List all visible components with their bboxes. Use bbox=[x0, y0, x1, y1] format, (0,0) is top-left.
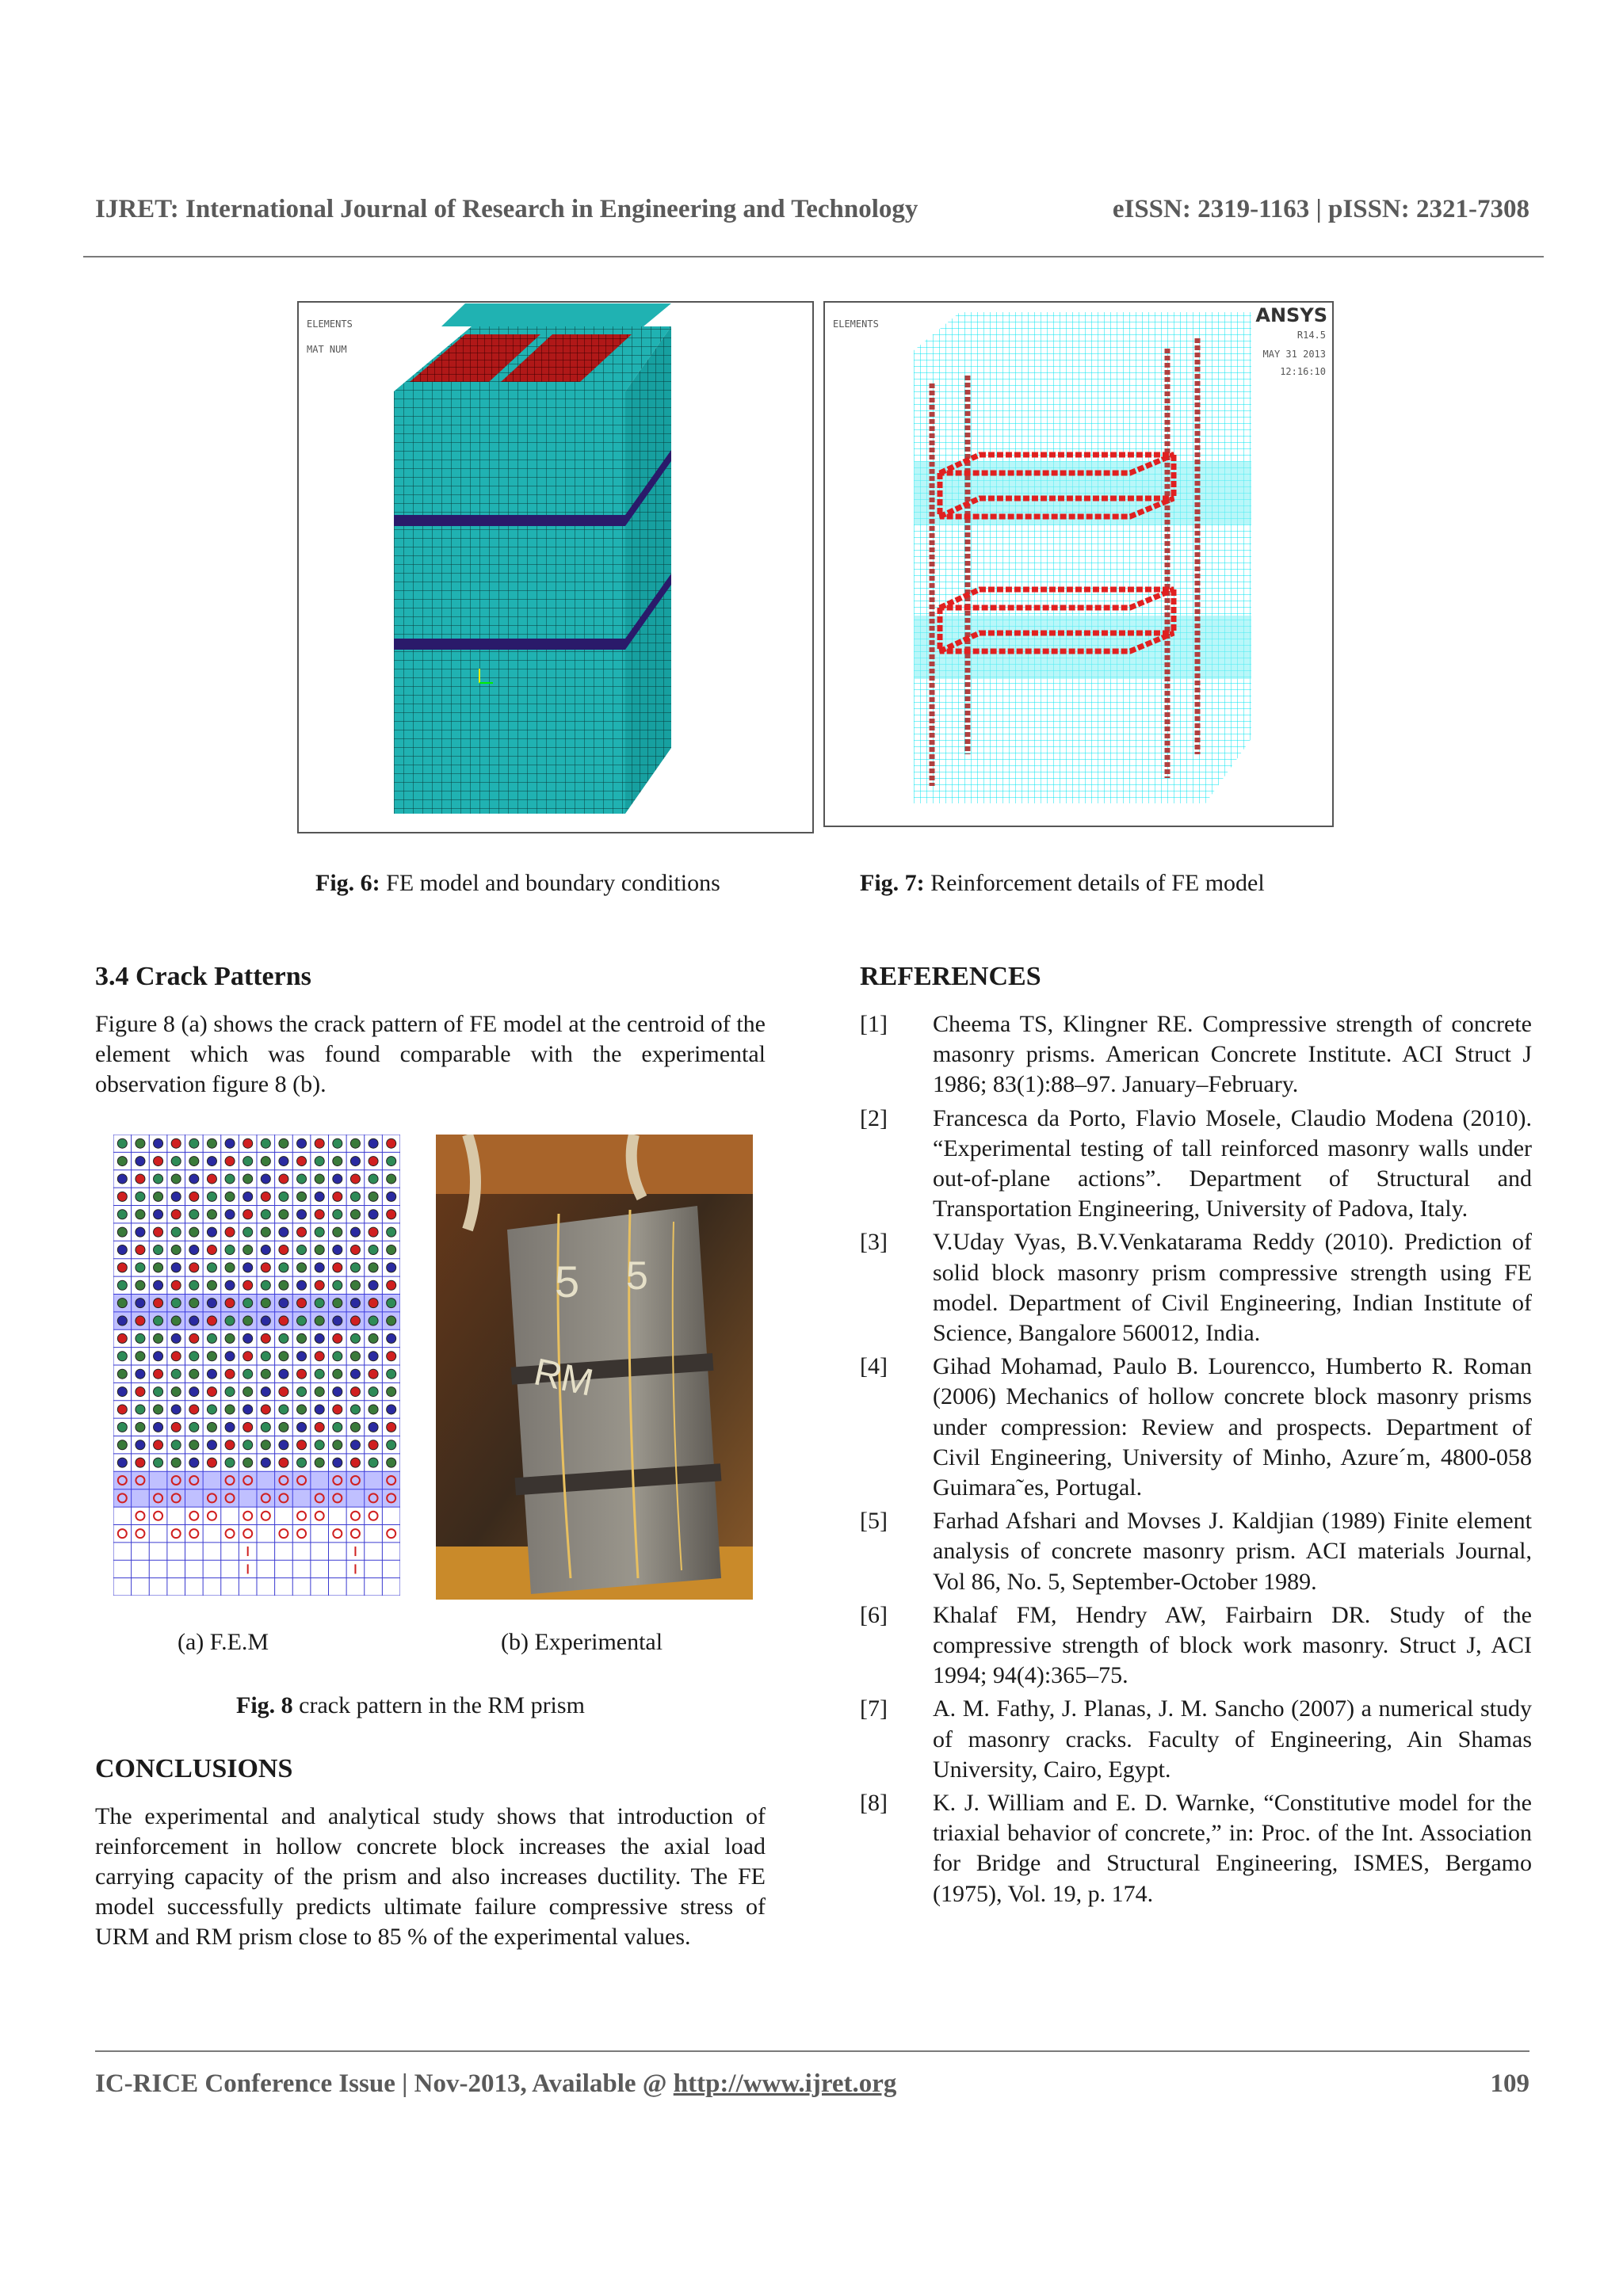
fig6-caption bbox=[315, 870, 720, 897]
running-header bbox=[95, 189, 1529, 236]
journal-url-link[interactable]: http://www.ijret.org bbox=[673, 2069, 897, 2098]
fem-crack-grid bbox=[113, 1135, 400, 1596]
reference-number: [8] bbox=[860, 1790, 888, 1817]
fig8-caption bbox=[236, 1692, 585, 1719]
photo-mark-2: 5 bbox=[626, 1253, 648, 1298]
reference-number: [4] bbox=[860, 1353, 888, 1380]
ansys-logo: ANSYS bbox=[1255, 304, 1327, 326]
reference-number: [6] bbox=[860, 1601, 888, 1628]
fig8a-fem-image bbox=[113, 1135, 400, 1596]
reference-number: [1] bbox=[860, 1011, 888, 1037]
fig8-subcaption-a: (a) F.E.M bbox=[178, 1629, 269, 1655]
crack-patterns-paragraph bbox=[95, 1009, 766, 1100]
reference-number: [3] bbox=[860, 1229, 888, 1256]
fig6-caption-label: Fig. 6: bbox=[315, 870, 380, 896]
footer-rule bbox=[95, 2050, 1529, 2052]
fig7-caption bbox=[860, 870, 1265, 897]
fig6-elements-label: ELEMENTS bbox=[307, 318, 353, 330]
fig8-caption-text: crack pattern in the RM prism bbox=[292, 1692, 585, 1718]
experimental-photo-drawing bbox=[436, 1135, 753, 1600]
photo-mark-3: RM bbox=[530, 1351, 598, 1405]
footer-issue bbox=[95, 2069, 896, 2099]
reference-list bbox=[860, 1009, 1532, 1913]
reference-text: Cheema TS, Klingner RE. Compressive strength of concrete masonry prisms. American Concrete Institute. ACI Struct J 1986; 83(1):88–97. January–February. bbox=[933, 1011, 1532, 1098]
issn-numbers: eISSN: 2319-1163 | pISSN: 2321-7308 bbox=[1112, 195, 1529, 223]
fig8b-experimental-photo bbox=[436, 1135, 753, 1600]
section-heading-references: REFERENCES bbox=[860, 962, 1041, 991]
reference-item bbox=[860, 1694, 1532, 1785]
ansys-time: 12:16:10 bbox=[1280, 366, 1326, 377]
reference-text: V.Uday Vyas, B.V.Venkatarama Reddy (2010). Prediction of solid block masonry prism compressive strength using FE model. Department of Civil Engineering, Indian Institute of Science, Bangalore 560012, India. bbox=[933, 1229, 1532, 1347]
section-heading-conclusions: CONCLUSIONS bbox=[95, 1754, 293, 1783]
fig7-elements-label: ELEMENTS bbox=[833, 318, 879, 330]
reference-item bbox=[860, 1009, 1532, 1100]
page-number: 109 bbox=[1490, 2069, 1529, 2098]
fe-model-block-drawing bbox=[299, 303, 814, 833]
header-rule bbox=[83, 256, 1544, 257]
reference-text: Gihad Mohamad, Paulo B. Lourencco, Humberto R. Roman (2006) Mechanics of hollow concrete block masonry prisms under compression: Review and prospects. Department of Civil Engineering, University of Minho, Azure´m, 4800-058 Guimara˜es, Portugal. bbox=[933, 1353, 1532, 1501]
reference-item bbox=[860, 1506, 1532, 1597]
reference-item bbox=[860, 1788, 1532, 1909]
reference-item bbox=[860, 1227, 1532, 1348]
reference-number: [5] bbox=[860, 1508, 888, 1535]
reference-item bbox=[860, 1352, 1532, 1503]
fig6-image bbox=[297, 301, 814, 833]
reference-number: [2] bbox=[860, 1104, 888, 1131]
fig7-caption-text: Reinforcement details of FE model bbox=[924, 870, 1265, 896]
fig7-caption-label: Fig. 7: bbox=[860, 870, 925, 896]
reference-text: K. J. William and E. D. Warnke, “Constitutive model for the triaxial behavior of concrete,” in: Proc. of the Int. Association for Bridge and Structural Engineering, ISMES, Bergamo (1975), Vol. 19, p. 174. bbox=[933, 1790, 1532, 1907]
fig8-subcaption-b: (b) Experimental bbox=[501, 1629, 663, 1655]
crack-patterns-text: Figure 8 (a) shows the crack pattern of FE model at the centroid of the element which was found comparable with the experimental observation figure 8 (b). bbox=[95, 1011, 766, 1097]
fig6-matnum-label: MAT NUM bbox=[307, 344, 347, 355]
reference-item bbox=[860, 1600, 1532, 1691]
fig7-image bbox=[823, 301, 1334, 827]
footer-issue-text: IC-RICE Conference Issue | Nov-2013, Available @ bbox=[95, 2069, 674, 2098]
reference-text: Khalaf FM, Hendry AW, Fairbairn DR. Study of the compressive strength of block work masonry. Struct J, ACI 1994; 94(4):365–75. bbox=[933, 1601, 1532, 1689]
reference-text: Farhad Afshari and Movses J. Kaldjian (1989) Finite element analysis of concrete masonry prism. ACI materials Journal, Vol 86, No. 5, September-October 1989. bbox=[933, 1508, 1532, 1595]
reference-number: [7] bbox=[860, 1695, 888, 1722]
reinforcement-drawing bbox=[825, 303, 1334, 827]
conclusions-text: The experimental and analytical study shows that introduction of reinforcement in hollow concrete block increases the axial load carrying capacity of the prism and also increases ductility. The FE model successfully predicts ultimate failure compressive stress of URM and RM prism close to 85 % of the experimental values. bbox=[95, 1803, 766, 1950]
ansys-date: MAY 31 2013 bbox=[1262, 349, 1326, 360]
ansys-version: R14.5 bbox=[1296, 330, 1326, 341]
reference-item bbox=[860, 1104, 1532, 1225]
fig8-caption-label: Fig. 8 bbox=[236, 1692, 293, 1718]
reference-text: Francesca da Porto, Flavio Mosele, Claudio Modena (2010). “Experimental testing of tall reinforced masonry walls under out-of-plane actions”. Department of Structural and Transportation Engineering, University of Padova, Italy. bbox=[933, 1104, 1532, 1222]
conclusions-paragraph bbox=[95, 1802, 766, 1952]
reference-text: A. M. Fathy, J. Planas, J. M. Sancho (2007) a numerical study of masonry cracks. Faculty of Engineering, Ain Shamas University, Cairo, Egypt. bbox=[933, 1695, 1532, 1783]
fig6-caption-text: FE model and boundary conditions bbox=[380, 870, 720, 896]
journal-name: IJRET: International Journal of Research in Engineering and Technology bbox=[95, 195, 918, 223]
photo-mark-1: 5 bbox=[555, 1257, 580, 1306]
section-heading-crack-patterns: 3.4 Crack Patterns bbox=[95, 962, 311, 991]
